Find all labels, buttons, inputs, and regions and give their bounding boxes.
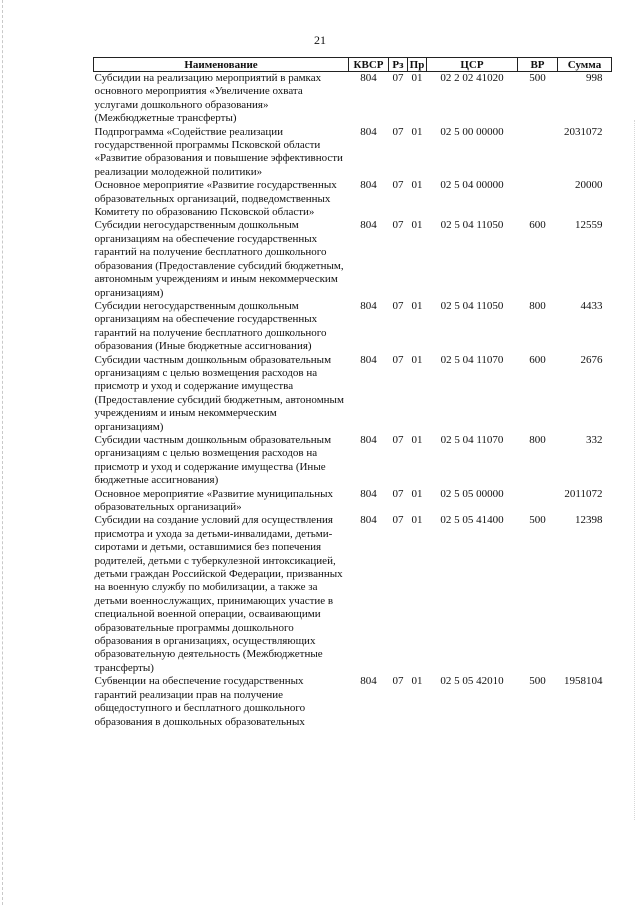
table-row bbox=[94, 219, 612, 299]
row-pr: 01 bbox=[411, 179, 423, 192]
header-pr: Пр bbox=[408, 58, 427, 72]
table-row bbox=[94, 72, 612, 126]
row-rz: 07 bbox=[392, 353, 404, 366]
row-csr: 02 2 02 41020 bbox=[440, 72, 504, 84]
row-name: Субсидии частным дошкольным образовательным организациям с целью возмещения расходов на присмотр и уход и содержание имущества (Предоставление субсидий бюджетным, автономным учреждениям и иным некоммерческим организациям) bbox=[94, 353, 344, 433]
row-vr: 800 bbox=[529, 433, 546, 446]
row-pr: 01 bbox=[411, 219, 423, 232]
row-sum: 2011072 bbox=[564, 487, 603, 500]
row-name: Субсидии частным дошкольным образовательным организациям с целью возмещения расходов на присмотр и уход и содержание имущества (Иные бюджетные ассигнования) bbox=[94, 433, 332, 487]
row-csr: 02 5 05 41400 bbox=[440, 514, 504, 527]
header-rz: Рз bbox=[389, 58, 408, 72]
row-rz: 07 bbox=[392, 299, 404, 312]
header-vr: ВР bbox=[518, 58, 558, 72]
row-csr: 02 5 04 11050 bbox=[440, 299, 504, 312]
row-kvsr: 804 bbox=[360, 125, 377, 138]
row-sum: 12398 bbox=[575, 514, 603, 527]
row-kvsr: 804 bbox=[360, 675, 377, 688]
row-sum: 2031072 bbox=[564, 125, 603, 138]
row-kvsr: 804 bbox=[360, 299, 377, 312]
row-pr: 01 bbox=[411, 514, 423, 527]
header-kvsr: КВСР bbox=[349, 58, 389, 72]
row-vr: 800 bbox=[529, 299, 546, 312]
row-kvsr: 804 bbox=[360, 219, 377, 232]
table-row bbox=[94, 675, 612, 729]
row-vr: 500 bbox=[529, 514, 546, 527]
row-pr: 01 bbox=[411, 487, 423, 500]
row-vr bbox=[518, 488, 558, 515]
row-name: Субвенции на обеспечение государственных гарантий реализации прав на получение общедоступного и бесплатного дошкольного образования в дошкольных образовательных bbox=[94, 675, 306, 728]
row-vr: 500 bbox=[529, 675, 546, 688]
row-rz: 07 bbox=[392, 125, 404, 138]
row-rz: 07 bbox=[392, 433, 404, 446]
header-row bbox=[94, 58, 612, 72]
table-row bbox=[94, 488, 612, 515]
table-header bbox=[94, 58, 612, 72]
table-row bbox=[94, 126, 612, 180]
table-row bbox=[94, 514, 612, 675]
row-pr: 01 bbox=[411, 353, 423, 366]
header-name: Наименование bbox=[94, 58, 349, 72]
row-sum: 1958104 bbox=[564, 675, 603, 688]
page-number: 21 bbox=[314, 33, 326, 47]
header-csr: ЦСР bbox=[427, 58, 518, 72]
row-csr: 02 5 05 00000 bbox=[440, 487, 504, 500]
row-pr: 01 bbox=[411, 72, 423, 84]
row-kvsr: 804 bbox=[360, 72, 377, 84]
row-csr: 02 5 00 00000 bbox=[440, 125, 504, 138]
table-body bbox=[94, 72, 612, 729]
row-name: Субсидии на реализацию мероприятий в рамках основного мероприятия «Увеличение охвата услугами дошкольного образования» (Межбюджетные трансферты) bbox=[94, 72, 322, 125]
row-csr: 02 5 05 42010 bbox=[440, 675, 504, 688]
row-sum: 998 bbox=[586, 72, 603, 84]
row-pr: 01 bbox=[411, 675, 423, 688]
row-kvsr: 804 bbox=[360, 433, 377, 446]
scan-edge-line bbox=[2, 0, 4, 905]
row-pr: 01 bbox=[411, 125, 423, 138]
row-sum: 12559 bbox=[575, 219, 603, 232]
budget-table bbox=[93, 57, 612, 729]
table-row bbox=[94, 300, 612, 354]
table-row bbox=[94, 179, 612, 219]
row-name: Субсидии на создание условий для осуществления присмотра и ухода за детьми-инвалидами, детьми-сиротами и детьми, оставшимися без попечения родителей, детьми с туберкулезной интоксикацией, детьми граждан Российской Федерации, призванных на военную службу по мобилизации, а также за детьми военнослужащих, принимающих участие в специальной военной операции, осваивающими образовательные программы дошкольного образования в организациях, осуществляющих образовательную деятельность (Межбюджетные трансферты) bbox=[94, 514, 343, 674]
row-kvsr: 804 bbox=[360, 487, 377, 500]
row-kvsr: 804 bbox=[360, 353, 377, 366]
row-sum: 2676 bbox=[580, 353, 603, 366]
row-kvsr: 804 bbox=[360, 179, 377, 192]
row-name: Субсидии негосударственным дошкольным организациям на обеспечение государственных гарантий на получение бесплатного дошкольного образования (Иные бюджетные ассигнования) bbox=[94, 299, 327, 353]
row-name: Основное мероприятие «Развитие муниципальных образовательных организаций» bbox=[94, 487, 333, 513]
row-pr: 01 bbox=[411, 433, 423, 446]
scan-edge-line-right bbox=[634, 120, 636, 820]
row-name: Основное мероприятие «Развитие государственных образовательных организаций, подведомственных Комитету по образованию Псковской области» bbox=[94, 179, 337, 219]
row-csr: 02 5 04 11050 bbox=[440, 219, 504, 232]
row-kvsr: 804 bbox=[360, 514, 377, 527]
row-rz: 07 bbox=[392, 487, 404, 500]
row-vr: 600 bbox=[529, 353, 546, 366]
row-rz: 07 bbox=[392, 514, 404, 527]
row-sum: 332 bbox=[586, 433, 603, 446]
row-csr: 02 5 04 00000 bbox=[440, 179, 504, 192]
row-name: Субсидии негосударственным дошкольным организациям на обеспечение государственных гарантий на получение бесплатного дошкольного образования (Предоставление субсидий бюджетным, автономным учреждениям и иным некоммерческим организациям) bbox=[94, 219, 344, 299]
row-vr bbox=[518, 126, 558, 180]
row-rz: 07 bbox=[392, 675, 404, 688]
row-vr bbox=[518, 179, 558, 219]
row-rz: 07 bbox=[392, 179, 404, 192]
row-csr: 02 5 04 11070 bbox=[440, 353, 504, 366]
row-sum: 20000 bbox=[575, 179, 603, 192]
header-sum: Сумма bbox=[558, 58, 612, 72]
row-csr: 02 5 04 11070 bbox=[440, 433, 504, 446]
table-row bbox=[94, 354, 612, 434]
row-rz: 07 bbox=[392, 72, 404, 84]
table-row bbox=[94, 434, 612, 488]
row-rz: 07 bbox=[392, 219, 404, 232]
row-sum: 4433 bbox=[580, 299, 603, 312]
row-name: Подпрограмма «Содействие реализации государственной программы Псковской области «Развитие образования и повышение эффективности реализации молодежной политики» bbox=[94, 125, 343, 178]
row-pr: 01 bbox=[411, 299, 423, 312]
row-vr: 600 bbox=[529, 219, 546, 232]
row-vr: 500 bbox=[529, 72, 546, 84]
